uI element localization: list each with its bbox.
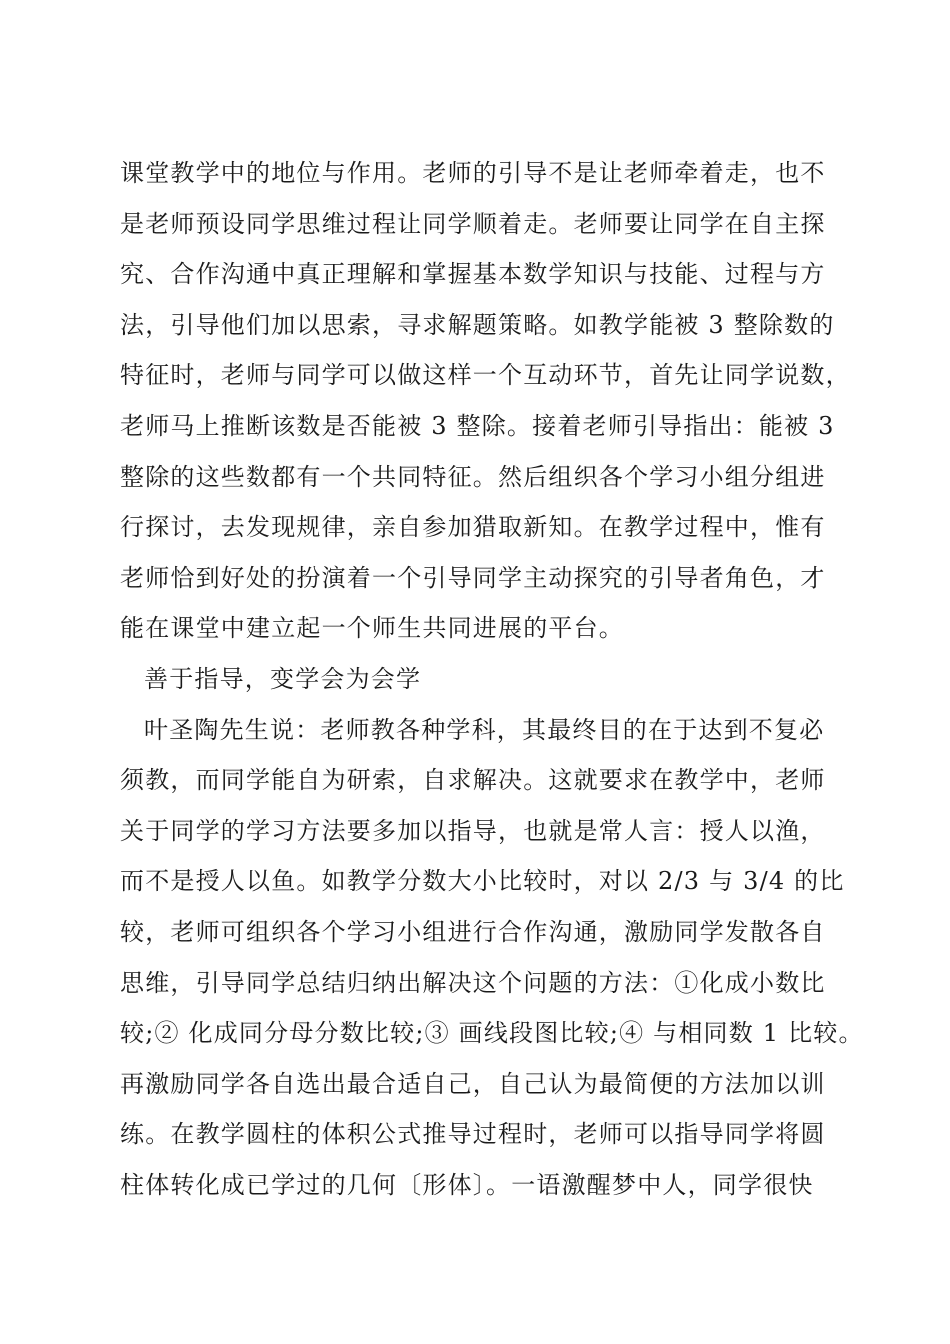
- text-line: 法，引导他们加以思索，寻求解题策略。如教学能被 3 整除数的: [120, 310, 835, 339]
- text-line: 较，老师可组织各个学习小组进行合作沟通，激励同学发散各自: [120, 917, 826, 946]
- text-line: 关于同学的学习方法要多加以指导，也就是常人言：授人以渔，: [120, 816, 826, 845]
- text-line: 能在课堂中建立起一个师生共同进展的平台。: [120, 614, 624, 643]
- text-line: 柱体转化成已学过的几何〔形体〕。一语激醒梦中人，同学很快: [120, 1170, 814, 1199]
- text-line: 是老师预设同学思维过程让同学顺着走。老师要让同学在自主探: [120, 209, 826, 238]
- text-line: 特征时，老师与同学可以做这样一个互动环节，首先让同学说数，: [120, 361, 851, 390]
- text-line: 须教，而同学能自为研索，自求解决。这就要求在教学中，老师: [120, 766, 826, 795]
- text-line: 整除的这些数都有一个共同特征。然后组织各个学习小组分组进: [120, 462, 826, 491]
- text-line: 较;② 化成同分母分数比较;③ 画线段图比较;④ 与相同数 1 比较。: [120, 1019, 864, 1048]
- text-line: 课堂教学中的地位与作用。老师的引导不是让老师牵着走，也不: [120, 159, 826, 187]
- section-heading: 善于指导，变学会为会学: [144, 664, 422, 693]
- text-line: 而不是授人以鱼。如教学分数大小比较时，对以 2/3 与 3/4 的比: [120, 867, 845, 896]
- text-line: 叶圣陶先生说：老师教各种学科，其最终目的在于达到不复必: [144, 715, 825, 744]
- text-line: 究、合作沟通中真正理解和掌握基本数学知识与技能、过程与方: [120, 260, 826, 289]
- text-line: 老师马上推断该数是否能被 3 整除。接着老师引导指出：能被 3: [120, 411, 835, 440]
- text-line: 思维，引导同学总结归纳出解决这个问题的方法：①化成小数比: [120, 968, 826, 997]
- text-line: 老师恰到好处的扮演着一个引导同学主动探究的引导者角色，才: [120, 563, 826, 592]
- text-line: 再激励同学各自选出最合适自己，自己认为最简便的方法加以训: [120, 1069, 826, 1098]
- text-line: 行探讨，去发现规律，亲自参加猎取新知。在教学过程中，惟有: [120, 513, 826, 542]
- text-line: 练。在教学圆柱的体积公式推导过程时，老师可以指导同学将圆: [120, 1120, 826, 1149]
- body-text: [120, 148, 864, 1210]
